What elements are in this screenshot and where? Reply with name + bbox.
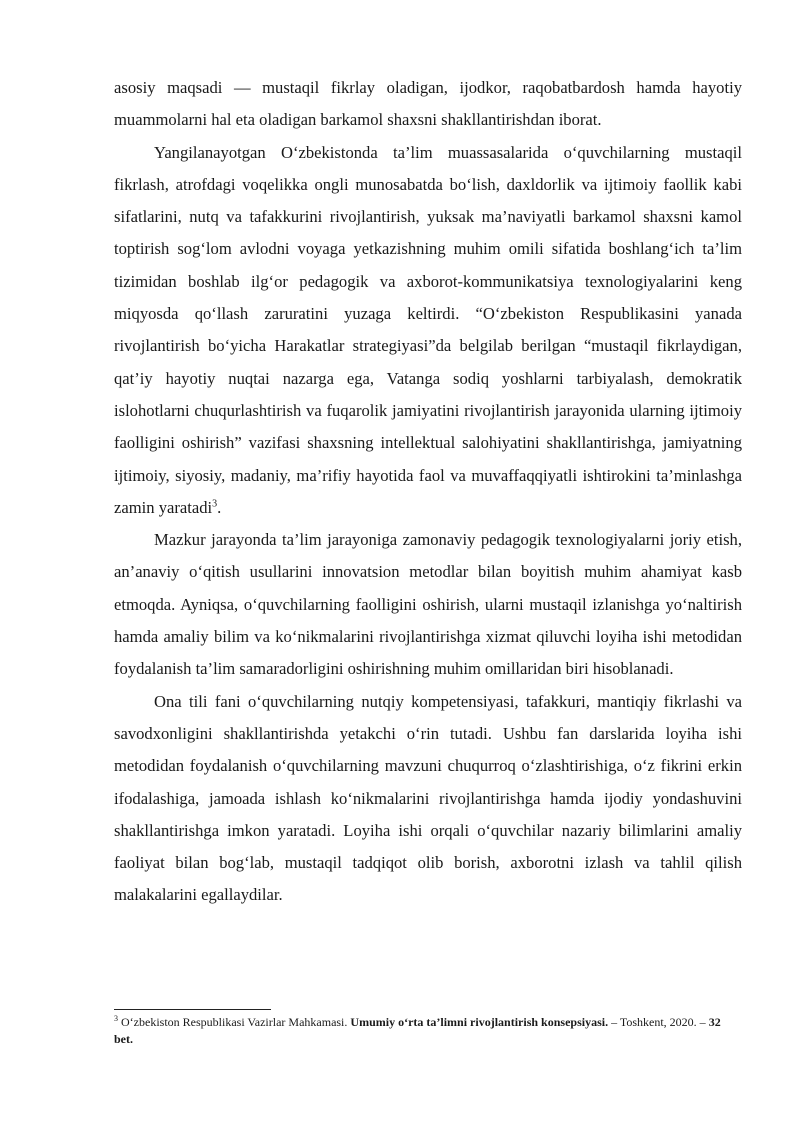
- footnote: [114, 1014, 742, 1048]
- footnote-number: 3: [114, 1014, 118, 1023]
- paragraph-pedagogical-technologies: Mazkur jarayonda ta’lim jarayoniga zamonaviy pedagogik texnologiyalarni joriy etish, an’anaviy o‘qitish usullarini innovatsion metodlar bilan boyitish muhim ahamiyat kasb etmoqda. Ayniqsa, o‘quvchilarning faolligini oshirish, ularni mustaqil izlanishga yo‘naltirish hamda amaliy bilim va ko‘nikmalarini rivojlantirishga xizmat qiluvchi loyiha ishi metodidan foydalanish ta’lim samaradorligini oshirishning muhim omillaridan biri hisoblanadi.: [114, 530, 742, 679]
- paragraph-text: Yangilanayotgan O‘zbekistonda ta’lim muassasalarida o‘quvchilarning mustaqil fikrlash, atrofdagi voqelikka ongli munosabatda bo‘lish, daxldorlik va ijtimoiy faollik kabi sifatlarini, nutq va tafakkurini rivojlantirish, yuksak ma’naviyatli barkamol shaxsni kamol toptirish sog‘lom avlodni voyaga yetkazishning muhim omili sifatida boshlang‘ich ta’lim tizimidan boshlab ilg‘or pedagogik va axborot-kommunikatsiya texnologiyalarini keng miqyosda qo‘llash zaruratini yuzaga keltirdi. “O‘zbekiston Respublikasini yanada rivojlantirish bo‘yicha Harakatlar strategiyasi”da belgilab berilgan “mustaqil fikrlaydigan, qat’iy hayotiy nuqtai nazarga ega, Vatanga sodiq yoshlarni tarbiyalash, demokratik islohotlarni chuqurlashtirish va fuqarolik jamiyatini rivojlantirish jarayonida ularning ijtimoiy faolligini oshirish” vazifasi shaxsning intellektual salohiyatini shakllantirishga, jamiyatning ijtimoiy, siyosiy, madaniy, ma’rifiy hayotida faol va muvaffaqqiyatli ishtirokini ta’minlashga zamin yaratadi: [114, 142, 742, 517]
- paragraph-end-punct: .: [217, 497, 222, 517]
- paragraph-modernizing-uzbekistan: [114, 137, 742, 525]
- footnote-title: Umumiy o‘rta ta’limni rivojlantirish konsepsiyasi.: [350, 1015, 609, 1029]
- footnote-divider: [114, 1009, 271, 1010]
- footnote-place: – Toshkent, 2020. –: [608, 1015, 709, 1029]
- document-body: [114, 72, 742, 912]
- footnote-pages: 32 bet.: [114, 1015, 721, 1046]
- paragraph-intro-continuation: asosiy maqsadi — mustaqil fikrlay oladigan, ijodkor, raqobatbardosh hamda hayotiy muammolarni hal eta oladigan barkamol shaxsni shakllantirishdan iborat.: [114, 78, 742, 130]
- paragraph-mother-tongue: Ona tili fani o‘quvchilarning nutqiy kompetensiyasi, tafakkuri, mantiqiy fikrlashi va savodxonligini shakllantirishda yetakchi o‘rin tutadi. Ushbu fan darslarida loyiha ishi metodidan foydalanish o‘quvchilarning mavzuni chuqurroq o‘zlashtirishiga, o‘z fikrini erkin ifodalashiga, jamoada ishlash ko‘nikmalarini rivojlantirishga hamda ijodiy yondashuvini shakllantirishga imkon yaratadi. Loyiha ishi orqali o‘quvchilar nazariy bilimlarini amaliy faoliyat bilan bog‘lab, mustaqil tadqiqot olib borish, axborotni izlash va tahlil qilish malakalarini egallaydilar.: [114, 691, 742, 905]
- footnote-reference[interactable]: 3: [212, 498, 218, 510]
- footnote-source: O‘zbekiston Respublikasi Vazirlar Mahkamasi.: [118, 1015, 351, 1029]
